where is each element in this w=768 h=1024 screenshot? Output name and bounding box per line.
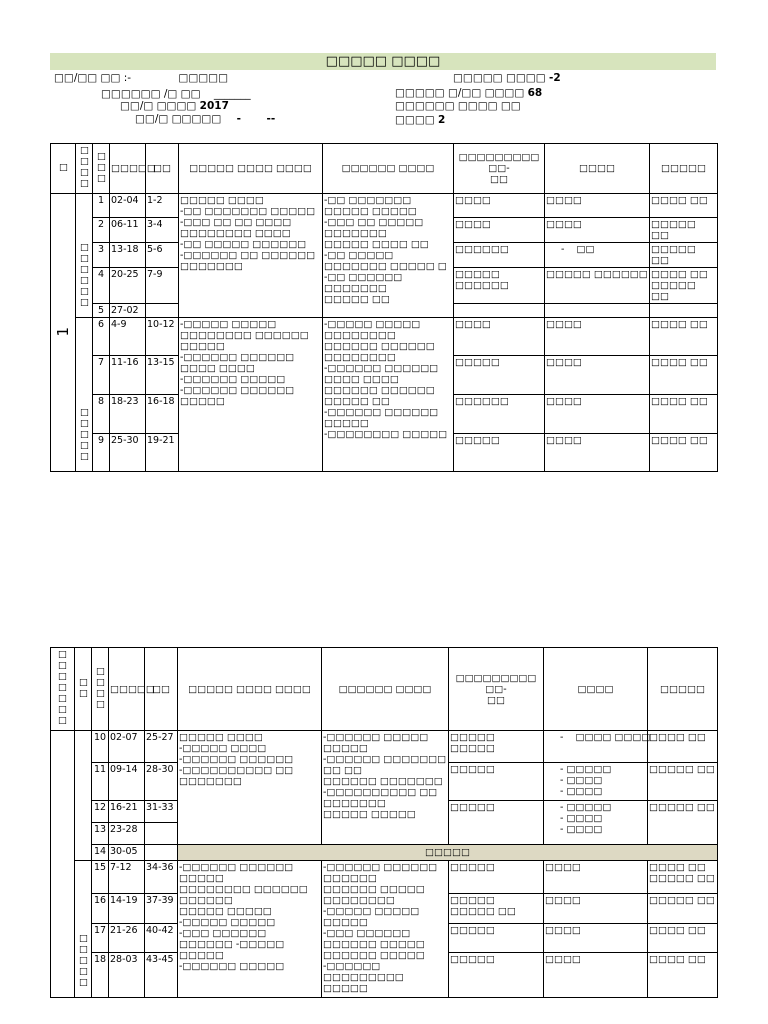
page-range — [146, 304, 179, 318]
evaluation-cell: □□□□ □□ — [648, 953, 718, 998]
tools-cell: □□□□ — [544, 894, 648, 924]
meta-label: □□/□ □□□□□ — [135, 113, 222, 125]
week-number: 15 — [92, 861, 109, 894]
page-range: 5-6 — [146, 243, 179, 268]
week-date: 21-26 — [109, 924, 145, 953]
strategy-cell — [454, 304, 545, 318]
evaluation-cell: □□□□□ □□ — [650, 218, 718, 243]
week-number: 9 — [93, 434, 110, 472]
page-range: 25-27 — [145, 731, 178, 763]
tools-cell: □□□□ — [545, 434, 650, 472]
week-number: 2 — [93, 218, 110, 243]
strategy-cell: □□□□□□ — [454, 395, 545, 434]
tools-cell: □□□□ — [544, 924, 648, 953]
col-header: □□□□ — [92, 648, 109, 731]
holiday-row-label: □□□□□ — [178, 845, 718, 861]
week-date: 28-03 — [109, 953, 145, 998]
week-date: 06-11 — [110, 218, 146, 243]
col-header: □□□□ — [76, 144, 93, 194]
plan-table-1 — [50, 143, 718, 472]
month-label: □□□□□ — [76, 318, 93, 472]
meta-label: □□□□□ □/□□ □□□□ — [395, 87, 525, 99]
objectives-cell: -□□□□□ □□□□□ □□□□□□□□ □□□□□□ □□□□□ -□□□□□□ □□□□□□ □□□□ □□□□ -□□□□□□ □□□□□ -□□□□□□ □□□□□□ □□□□□ — [179, 318, 323, 472]
col-header: □□□□ — [545, 144, 650, 194]
strategy-cell: □□□□□ □□□□□□ — [454, 268, 545, 304]
tools-cell: □□□□ — [545, 218, 650, 243]
objectives-cell: □□□□□ □□□□ -□□ □□□□□□□ □□□□□ -□□□ □□ □□ □□□□ □□□□□□□□ □□□□ -□□ □□□□□ □□□□□□ -□□□□□□ □□ □□□□□□ □□□□□□□ — [179, 194, 323, 318]
col-header: □□□□□□□□□ □□- □□ — [454, 144, 545, 194]
week-date: 4-9 — [110, 318, 146, 356]
evaluation-cell: □□□□ □□ — [650, 395, 718, 434]
page-range: 31-33 — [145, 801, 178, 823]
week-date: 02-04 — [110, 194, 146, 218]
evaluation-cell: □□□□ □□ □□□□□ □□ — [650, 268, 718, 304]
meta-left-1 — [54, 72, 228, 85]
meta-value: 2 — [438, 114, 446, 126]
page-range: 19-21 — [146, 434, 179, 472]
strategy-cell: □□□□□ — [454, 356, 545, 395]
evaluation-cell: □□□□□ □□ — [648, 801, 718, 845]
col-header: □□□□□□ □□□□ — [322, 648, 449, 731]
month-label: □□□□□ — [75, 861, 92, 998]
page-range: 1-2 — [146, 194, 179, 218]
meta-right-3 — [395, 100, 521, 113]
week-date: 09-14 — [109, 763, 145, 801]
activities-cell: -□□□□□□ □□□□□ □□□□□ -□□□□□□ □□□□□□□ □□ □□ □□□□□□ □□□□□□□ -□□□□□□□□□□ □□ □□□□□□□ □□□□□ □□□□□ — [322, 731, 449, 845]
week-date: 18-23 — [110, 395, 146, 434]
table-row — [51, 318, 718, 356]
meta-label: □□□□□ □□□□ — [453, 72, 546, 84]
week-number: 3 — [93, 243, 110, 268]
col-header: □□□□□ — [650, 144, 718, 194]
page-range — [145, 845, 178, 861]
evaluation-cell: □□□□ □□ — [648, 924, 718, 953]
tools-cell: □□□□ — [545, 194, 650, 218]
week-date: 11-16 — [110, 356, 146, 395]
week-number: 14 — [92, 845, 109, 861]
term-number: 1 — [51, 194, 76, 472]
col-header: □□ — [146, 144, 179, 194]
table-row — [51, 845, 718, 861]
strategy-cell: □□□□□ — [449, 801, 544, 845]
tools-cell: □□□□ — [545, 318, 650, 356]
evaluation-cell: □□□□ □□ — [650, 194, 718, 218]
col-header: □□□□ — [544, 648, 648, 731]
week-number: 11 — [92, 763, 109, 801]
evaluation-cell: □□□□ □□ □□□□□ □□ — [648, 861, 718, 894]
evaluation-cell: □□□□ □□ — [648, 731, 718, 763]
week-date: 7-12 — [109, 861, 145, 894]
col-header: □□ — [75, 648, 92, 731]
col-header: □□□□□ □□□□ □□□□ — [178, 648, 322, 731]
evaluation-cell: □□□□□ □□ — [650, 243, 718, 268]
page-range — [145, 823, 178, 845]
meta-label: □□/□ □□□□ — [120, 100, 197, 112]
strategy-cell: □□□□□ — [449, 953, 544, 998]
week-number: 4 — [93, 268, 110, 304]
meta-value: 2017 — [199, 100, 229, 112]
page-range: 16-18 — [146, 395, 179, 434]
col-header: □□□□□ — [109, 648, 145, 731]
evaluation-cell: □□□□□ □□ — [648, 894, 718, 924]
evaluation-cell: □□□□ □□ — [650, 356, 718, 395]
meta-blank: _______ — [213, 88, 251, 100]
week-number: 13 — [92, 823, 109, 845]
meta-value: □□□□□ — [178, 72, 229, 84]
meta-label: □□□□□□ /□ □□ — [101, 88, 201, 100]
week-number: 12 — [92, 801, 109, 823]
table-row — [51, 731, 718, 763]
week-number: 10 — [92, 731, 109, 763]
page-range: 28-30 — [145, 763, 178, 801]
week-number: 7 — [93, 356, 110, 395]
strategy-cell: □□□□□ — [449, 924, 544, 953]
week-date: 02-07 — [109, 731, 145, 763]
meta-right-4 — [395, 114, 445, 127]
evaluation-cell — [650, 304, 718, 318]
strategy-cell: □□□□ — [454, 194, 545, 218]
week-date: 30-05 — [109, 845, 145, 861]
page-title: □□□□□ □□□□ — [50, 53, 716, 70]
tools-cell — [545, 304, 650, 318]
table-header-row — [51, 144, 718, 194]
meta-value: - -- — [236, 113, 276, 125]
strategy-cell: □□□□ — [454, 318, 545, 356]
col-header: □□□□□□□□□ □□- □□ — [449, 648, 544, 731]
meta-right-2 — [395, 87, 542, 100]
col-header: □ — [51, 144, 76, 194]
col-header: □□□□□ — [648, 648, 718, 731]
page-range: 43-45 — [145, 953, 178, 998]
week-date: 23-28 — [109, 823, 145, 845]
strategy-cell: □□□□□ — [449, 763, 544, 801]
strategy-cell: □□□□□ □□□□□ — [449, 731, 544, 763]
col-header: □□□ — [93, 144, 110, 194]
page-range: 10-12 — [146, 318, 179, 356]
evaluation-cell: □□□□□ □□ — [648, 763, 718, 801]
col-header: □□□□□ — [110, 144, 146, 194]
meta-label: □□/□□ □□ :- — [54, 72, 132, 84]
tools-cell: □□□□□ □□□□□□ — [545, 268, 650, 304]
week-number: 17 — [92, 924, 109, 953]
week-number: 8 — [93, 395, 110, 434]
tools-cell: □□□□ — [544, 861, 648, 894]
week-date: 13-18 — [110, 243, 146, 268]
activities-cell: -□□□□□□ □□□□□□ □□□□□□ □□□□□□ □□□□□ □□□□□□□□ -□□□□□ □□□□□ □□□□□ -□□□ □□□□□□ □□□□□□ □□□□□ □□□□□□ □□□□□ -□□□□□□ □□□□□□□□□ □□□□□ — [322, 861, 449, 998]
month-cell — [75, 731, 92, 861]
col-header: □□□□□□ □□□□ — [323, 144, 454, 194]
col-header: □□□□□ □□□□ □□□□ — [179, 144, 323, 194]
week-number: 16 — [92, 894, 109, 924]
page-range: 34-36 — [145, 861, 178, 894]
week-date: 16-21 — [109, 801, 145, 823]
tools-cell: - □□□□ □□□□ — [544, 731, 648, 763]
objectives-cell: □□□□□ □□□□ -□□□□□ □□□□ -□□□□□□ □□□□□□ -□□□□□□□□□□ □□ □□□□□□□ — [178, 731, 322, 845]
strategy-cell: □□□□□□ — [454, 243, 545, 268]
table-row — [51, 194, 718, 218]
week-number: 6 — [93, 318, 110, 356]
tools-cell: □□□□ — [544, 953, 648, 998]
page-range: 7-9 — [146, 268, 179, 304]
week-date: 20-25 — [110, 268, 146, 304]
week-date: 14-19 — [109, 894, 145, 924]
activities-cell: -□□ □□□□□□□ □□□□□ □□□□□ -□□□ □□ □□□□□ □□□□□□□ □□□□□ □□□□ □□ -□□ □□□□□ □□□□□□□ □□□□□ □ -□□ □□□□□□ □□□□□□□ □□□□□ □□ — [323, 194, 454, 318]
meta-right-1 — [453, 72, 561, 85]
evaluation-cell: □□□□ □□ — [650, 318, 718, 356]
page-range: 37-39 — [145, 894, 178, 924]
page-range: 40-42 — [145, 924, 178, 953]
meta-left-3 — [120, 100, 229, 113]
tools-cell: □□□□ — [545, 356, 650, 395]
week-date: 25-30 — [110, 434, 146, 472]
objectives-cell: -□□□□□□ □□□□□□ □□□□□ □□□□□□□□ □□□□□□ □□□□□□ □□□□□ □□□□□ -□□□□□ □□□□□ -□□□ □□□□□□ □□□□□□ -□□□□□ □□□□□ -□□□□□□ □□□□□ — [178, 861, 322, 998]
activities-cell: -□□□□□ □□□□□ □□□□□□□□ □□□□□□ □□□□□□ □□□□□□□□ -□□□□□□ □□□□□□ □□□□ □□□□ □□□□□□ □□□□□□ □□□□□ □□ -□□□□□□ □□□□□□ □□□□□ -□□□□□□□□ □□□□□ — [323, 318, 454, 472]
strategy-cell: □□□□□ — [454, 434, 545, 472]
strategy-cell: □□□□□ — [449, 861, 544, 894]
meta-value: 68 — [527, 87, 543, 99]
tools-cell: - □□□□□ - □□□□ - □□□□ — [544, 801, 648, 845]
strategy-cell: □□□□□ □□□□□ □□ — [449, 894, 544, 924]
plan-table-2 — [50, 647, 718, 998]
col-header: □□ — [145, 648, 178, 731]
page-range: 3-4 — [146, 218, 179, 243]
month-label: □□□□□□ — [76, 194, 93, 318]
term-cell — [51, 731, 75, 998]
meta-value: -2 — [548, 72, 561, 84]
strategy-cell: □□□□ — [454, 218, 545, 243]
table-row — [51, 861, 718, 894]
meta-left-4 — [135, 113, 275, 126]
week-number: 1 — [93, 194, 110, 218]
meta-label: □□□□□□ □□□□ □□ — [395, 100, 521, 112]
col-header: □□□□□□□ — [51, 648, 75, 731]
table-header-row — [51, 648, 718, 731]
evaluation-cell: □□□□ □□ — [650, 434, 718, 472]
tools-cell: - □□□□□ - □□□□ - □□□□ — [544, 763, 648, 801]
week-number: 18 — [92, 953, 109, 998]
page-range: 13-15 — [146, 356, 179, 395]
week-date: 27-02 — [110, 304, 146, 318]
tools-cell: □□□□ — [545, 395, 650, 434]
tools-cell: - □□ — [545, 243, 650, 268]
meta-label: □□□□ — [395, 114, 435, 126]
week-number: 5 — [93, 304, 110, 318]
